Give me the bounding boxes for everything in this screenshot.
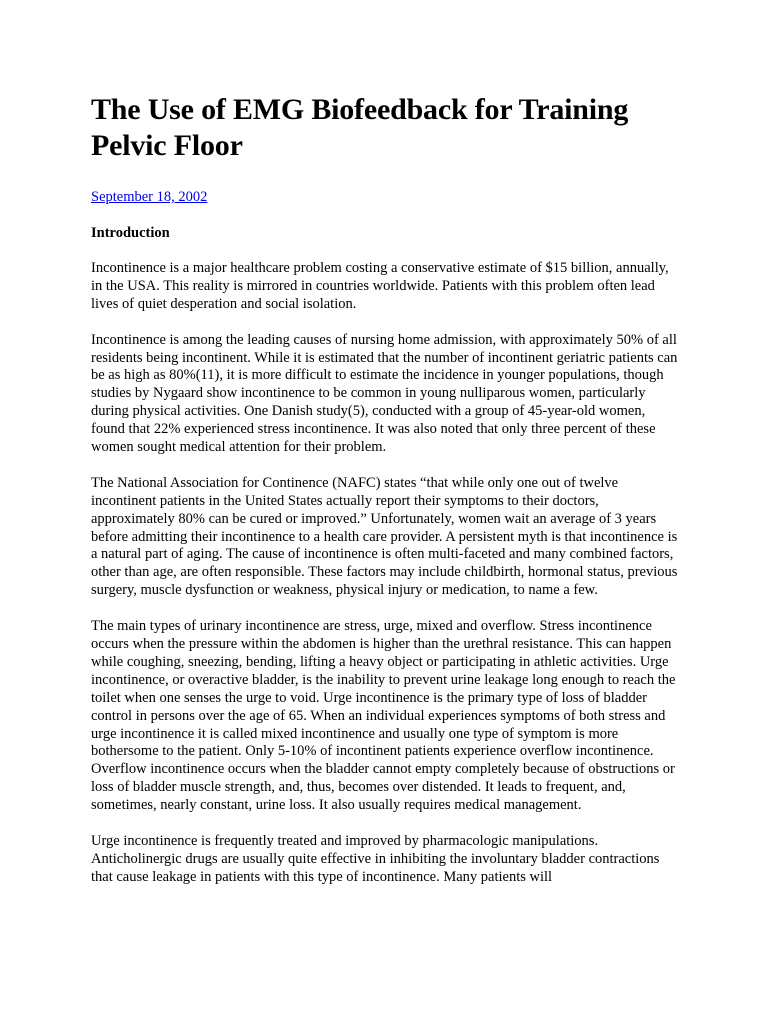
- paragraph: The main types of urinary incontinence are stress, urge, mixed and overflow. Stress incontinence occurs when the pressure within the abdomen is higher than the urethral resistance. This can happen while coughing, sneezing, bending, lifting a heavy object or participating in athletic activities. Urge incontinence, or overactive bladder, is the inability to prevent urine leakage long enough to reach the toilet when one senses the urge to void. Urge incontinence is the primary type of loss of bladder control in persons over the age of 65. When an individual experiences symptoms of both stress and urge incontinence it is called mixed incontinence and usually one type of symptom is more bothersome to the patient. Only 5-10% of incontinent patients experience overflow incontinence. Overflow incontinence occurs when the bladder cannot empty completely because of obstructions or loss of bladder muscle strength, and, thus, becomes over distended. It leads to frequent, and, sometimes, nearly constant, urine loss. It also usually requires medical management.: [91, 618, 676, 814]
- paragraph: The National Association for Continence (NAFC) states “that while only one out of twelve incontinent patients in the United States actually report their symptoms to their doctors, approximately 80% can be cured or improved.” Unfortunately, women wait an average of 3 years before admitting their incontinence to a health care provider. A persistent myth is that incontinence is a natural part of aging. The cause of incontinence is often multi-faceted and many combined factors, other than age, are often responsible. These factors may include childbirth, hormonal status, previous surgery, muscle dysfunction or weakness, physical injury or medication, to name a few.: [91, 474, 678, 599]
- article: [91, 92, 681, 905]
- paragraph: Incontinence is among the leading causes of nursing home admission, with approximately 50% of all residents being incontinent. While it is estimated that the number of incontinent geriatric patients can be as high as 80%(11), it is more difficult to estimate the incidence in younger populations, though studies by Nygaard show incontinence to be common in young nulliparous women, particularly during physical activities. One Danish study(5), conducted with a group of 45-year-old women, found that 22% experienced stress incontinence. It was also noted that only three percent of these women sought medical attention for their problem.: [91, 331, 678, 456]
- paragraph: Incontinence is a major healthcare problem costing a conservative estimate of $15 billion, annually, in the USA. This reality is mirrored in countries worldwide. Patients with this problem often lead lives of quiet desperation and social isolation.: [91, 260, 669, 312]
- paragraph: Urge incontinence is frequently treated and improved by pharmacologic manipulations. Anticholinergic drugs are usually quite effective in inhibiting the involuntary bladder contractions that cause leakage in patients with this type of incontinence. Many patients will: [91, 832, 660, 885]
- article-title: The Use of EMG Biofeedback for Training Pelvic Floor: [91, 93, 629, 162]
- section-heading: Introduction: [91, 225, 170, 241]
- date-link[interactable]: September 18, 2002: [91, 189, 208, 205]
